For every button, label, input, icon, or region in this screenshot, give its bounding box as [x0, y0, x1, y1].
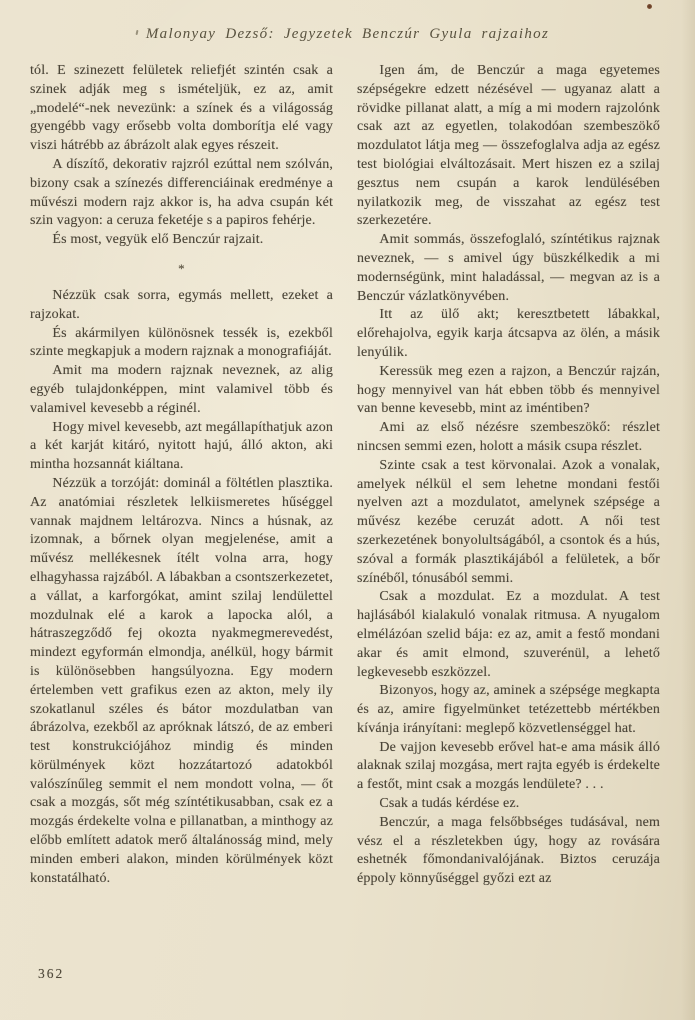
- page-number: 362: [38, 966, 65, 981]
- right-text-column: [357, 62, 660, 889]
- paragraph: A díszítő, dekorativ rajzról ezúttal nem szólván, bizony csak a színezés differenciáinak eredménye a művészi modern rajz akkor is, ha adva csupán két szin vagyon: a ceruza feketéje s a papiros fehérje.: [30, 156, 333, 229]
- paragraph: Benczúr, a maga felsőbbséges tudásával, nem vész el a részletekben úgy, hogy az rovására eshetnék főmondanivalójának. Biztos ceruzája éppoly könnyűséggel győzi ezt az: [357, 814, 660, 887]
- ink-speck-icon: [647, 4, 652, 9]
- asterisk-section-break: *: [178, 260, 185, 276]
- page-edge-shading: [681, 0, 695, 1020]
- paragraph: tól. E szinezett felületek reliefjét szintén csak a szinek adják meg s ismételjük, ez az, amit „modelé“-nek nevezünk: a színek és a világosság gyengébb vagy erősebb volta domborítja elé vagy viszi hátrébb az ábrázolt alak egyes részeit.: [30, 63, 333, 154]
- paragraph: Keressük meg ezen a rajzon, a Benczúr rajzán, hogy mennyivel van hát ebben több és mennyivel van benne kevesebb, mint az iméntiben?: [357, 363, 660, 417]
- left-text-column: [30, 62, 333, 888]
- running-header: Malonyay Dezső: Jegyzetek Benczúr Gyula rajzaihoz: [145, 26, 550, 42]
- paragraph: Csak a mozdulat. Ez a mozdulat. A test hajlásából kialakuló vonalak ritmusa. A nyugalom elmélázóan szelid bája: ez az, amit a festő mondani akar és amit elmond, szuverénül, a lehető legkevesebb eszközzel.: [357, 589, 660, 680]
- paragraph: Nézzük a torzóját: dominál a föltétlen plasztika. Az anatómiai részletek lelkiismeretes hűséggel vannak majdnem leltározva. Nincs a húsnak, az izomnak, a bőrnek olyan megjelenése, amit a művész mellékesnek ítélt volna arra, hogy elhagyhassa rajzából. A lábakban a csontszerkezetet, a vállat, a karforgókat, amint szilaj lendülettel mozdulnak elé a karok a lapocka alól, a hátraszegződő fej okozta nyakmegmerevedést, mindezt egyformán elmondja, anélkül, hogy bármit is különösebben hangsúlyozna. Egy modern értelemben vett grafikus ezen az akton, mely ily szokatlanul széles és bátor mozdulatban van ábrázolva, ezekből az apróknak látszó, de az emberi test konstrukciójához mindig és minden körülmények közt hozzátartozó adatokból valószínűleg semmit el nem mondott volna, — őt csak a mozgás, sőt még színtétikusabban, csak ez a mozgás érdekelte volna e pillanatban, a minthogy az előbb említett adatok merő általánosság mind, mely minden emberi alakon, minden körülmények közt konstatálható.: [30, 475, 333, 886]
- paragraph: Csak a tudás kérdése ez.: [379, 796, 520, 812]
- paragraph: De vajjon kevesebb erővel hat-e ama másik álló alaknak szilaj mozgása, mert rajta egyéb is érdekelte a festőt, mint csak a mozgás lendülete? . . .: [357, 739, 660, 793]
- paragraph: Amit ma modern rajznak neveznek, az alig egyéb tulajdonképpen, mint valamivel több és valamivel kevesebb a réginél.: [30, 363, 333, 416]
- paragraph: Bizonyos, hogy az, aminek a szépsége megkapta és az, amire figyelmünket tetézettebb mértékben kívánja irányítani: meglepő közvetlenséggel hat.: [357, 683, 660, 736]
- paragraph: Nézzük csak sorra, egymás mellett, ezeket a rajzokat.: [30, 287, 333, 322]
- paragraph: Igen ám, de Benczúr a maga egyetemes szépségekre edzett nézésével — ugyanaz alatt a rövidke pillanat alatt, a míg a mi modern rajzolónk csak azt az egyetlen, tolakodóan szembeszökő mozdulatot látja meg — összefoglalva adja az egész test biológiai elváltozásait. Mert hiszen ez a szilaj gesztus nem csupán a karok lendülésében nyilatkozik meg, de visszahat az egész test szerkezetére.: [357, 63, 660, 229]
- paragraph: Ami az első nézésre szembeszökő: részlet nincsen semmi ezen, holott a másik csupa részlet.: [357, 420, 660, 454]
- paragraph: Szinte csak a test körvonalai. Azok a vonalak, amelyek nélkül el sem lehetne mondani festői nyelven azt a mozdulatot, amelynek szépsége a művész kezébe ceruzát adott. A női test szerkezetének bonyolultságából, a csontok és a hús, szóval a formák plasztikájából a felületek, a bőr színéből, tónusából semmi.: [357, 457, 660, 586]
- paragraph: Amit sommás, összefoglaló, színtétikus rajznak neveznek, — s amivel úgy büszkélkedik a mi modernségünk, mint haladással, — megvan az is a Benczúr vázlatkönyvében.: [357, 232, 660, 304]
- paragraph: És most, vegyük elő Benczúr rajzait.: [52, 232, 264, 248]
- paragraph: Itt az ülő akt; keresztbetett lábakkal, előrehajolva, egyik karja átcsapva az ölén, a másik lenyúlik.: [357, 307, 660, 360]
- paragraph: Hogy mivel kevesebb, azt megállapíthatjuk azon a két karját kitáró, nyitott hajú, álló akton, aki mintha hozsannát kiáltana.: [30, 419, 333, 473]
- paragraph: És akármilyen különösnek tessék is, ezekből szinte megkapjuk a modern rajznak a monografiáját.: [30, 325, 333, 360]
